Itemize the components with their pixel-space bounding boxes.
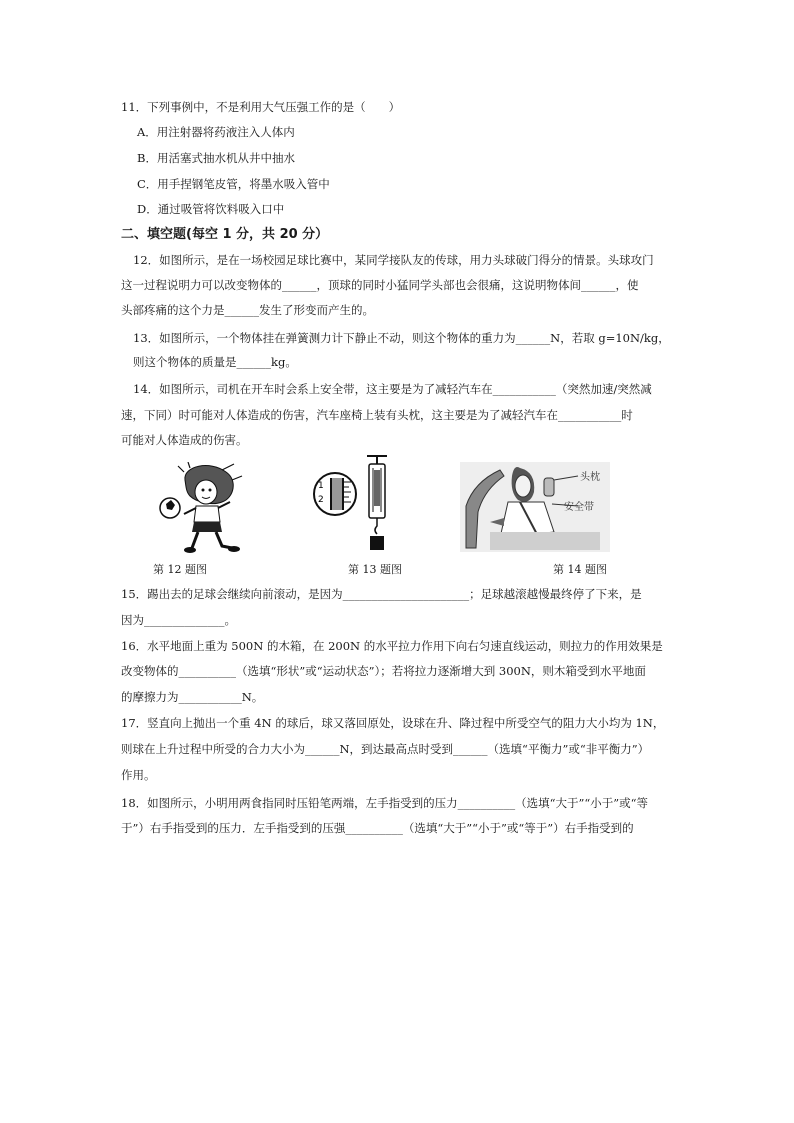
q17-line-2: 则球在上升过程中所受的合力大小为______N，到达最高点时受到______（选填“平衡力”或“非平衡力”） <box>121 742 650 756</box>
q13-line-1: 13．如图所示，一个物体挂在弹簧测力计下静止不动，则这个物体的重力为______N，若取 g=10N/kg， <box>133 331 670 345</box>
scale-label-1: 1 <box>318 481 324 491</box>
q12-line-2: 这一过程说明力可以改变物体的______，顶球的同时小猛同学头部也会很痛，这说明物体间______，使 <box>121 278 639 292</box>
scale-label-2: 2 <box>318 495 324 505</box>
caption-fig-12: 第 12 题图 <box>153 563 207 576</box>
q18-line-2: 于”）右手指受到的压力．左手指受到的压强__________（选填“大于”“小于”或“等于”）右手指受到的 <box>121 821 634 835</box>
q11-option-a: A．用注射器将药液注入人体内 <box>137 125 295 139</box>
q16-line-3: 的摩擦力为___________N。 <box>121 690 264 704</box>
q14-line-1: 14．如图所示，司机在开车时会系上安全带，这主要是为了减轻汽车在___________（突然加速/突然减 <box>133 382 652 396</box>
spring-scale-figure <box>307 452 407 556</box>
q16-line-2: 改变物体的__________（选填“形状”或“运动状态”）；若将拉力逐渐增大到 300N，则木箱受到水平地面 <box>121 664 646 678</box>
headrest-label: 头枕 <box>580 472 600 483</box>
q15-line-2: 因为______________。 <box>121 613 236 627</box>
q16-line-1: 16．水平地面上重为 500N 的木箱，在 200N 的水平拉力作用下向右匀速直线运动，则拉力的作用效果是 <box>121 639 663 653</box>
q13-line-2: 则这个物体的质量是______kg。 <box>133 355 297 369</box>
q12-line-1: 12．如图所示，是在一场校园足球比赛中，某同学接队友的传球，用力头球破门得分的情景。头球攻门 <box>133 253 654 267</box>
q11-option-b: B．用活塞式抽水机从井中抽水 <box>137 151 295 165</box>
q14-line-2: 速，下同）时可能对人体造成的伤害，汽车座椅上装有头枕，这主要是为了减轻汽车在___________时 <box>121 408 633 422</box>
soccer-player-figure <box>150 462 250 558</box>
q11-option-d: D．通过吸管将饮料吸入口中 <box>137 202 285 216</box>
caption-fig-14: 第 14 题图 <box>553 563 607 576</box>
car-driver-figure <box>460 462 610 552</box>
q18-line-1: 18．如图所示，小明用两食指同时压铅笔两端，左手指受到的压力__________（选填“大于”“小于”或“等 <box>121 796 649 810</box>
q12-line-3: 头部疼痛的这个力是______发生了形变而产生的。 <box>121 303 374 317</box>
caption-fig-13: 第 13 题图 <box>348 563 402 576</box>
q11-stem: 11．下列事例中，不是利用大气压强工作的是（ ） <box>121 100 401 114</box>
q14-line-3: 可能对人体造成的伤害。 <box>121 433 248 447</box>
q15-line-1: 15．踢出去的足球会继续向前滚动，是因为______________________；足球越滚越慢最终停了下来，是 <box>121 587 642 601</box>
seatbelt-label: 安全带 <box>564 502 594 513</box>
q17-line-3: 作用。 <box>121 768 156 782</box>
q11-option-c: C．用手捏钢笔皮管，将墨水吸入管中 <box>137 177 330 191</box>
q17-line-1: 17．竖直向上抛出一个重 4N 的球后，球又落回原处，设球在升、降过程中所受空气的阻力大小均为 1N， <box>121 716 665 730</box>
section-heading: 二、填空题(每空 1 分，共 20 分） <box>121 227 329 242</box>
